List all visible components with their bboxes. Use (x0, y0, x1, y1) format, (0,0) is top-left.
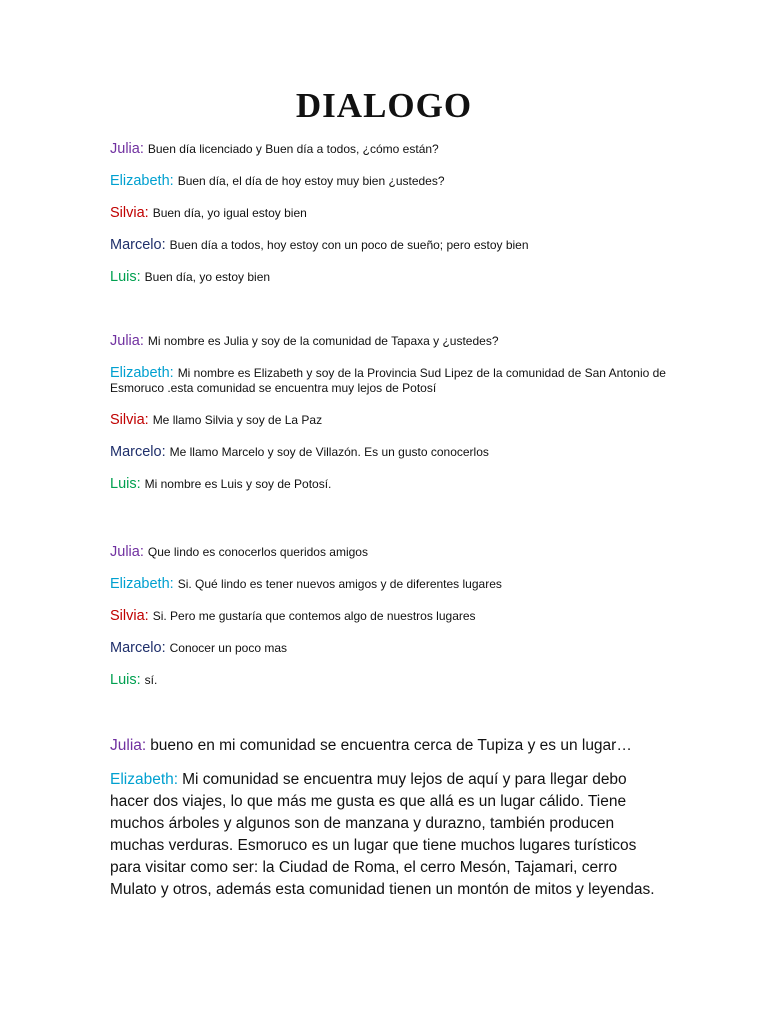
dialogue-line (110, 270, 670, 285)
dialogue-text: Me llamo Marcelo y soy de Villazón. Es un gusto conocerlos (169, 445, 489, 459)
dialogue-line (110, 545, 670, 560)
dialogue-line (110, 641, 670, 656)
dialogue-line (110, 206, 670, 221)
dialogue-text: Mi nombre es Julia y soy de la comunidad de Tapaxa y ¿ustedes? (147, 334, 499, 348)
speaker-name-julia: Julia: (110, 737, 147, 754)
dialogue-text: Mi nombre es Elizabeth y soy de la Provincia Sud Lipez de la comunidad de San Antonio de Esmoruco .esta comunidad se encuentra muy lejos de Potosí (110, 366, 666, 395)
dialogue-text: Si. Qué lindo es tener nuevos amigos y de diferentes lugares (177, 577, 502, 591)
dialogue-text: Buen día licenciado y Buen día a todos, ¿cómo están? (147, 142, 439, 156)
dialogue-line (110, 142, 670, 157)
dialogue-line (110, 609, 670, 624)
speaker-name-elizabeth: Elizabeth: (110, 576, 174, 592)
speaker-name-marcelo: Marcelo: (110, 237, 166, 253)
speaker-name-marcelo: Marcelo: (110, 444, 166, 460)
speaker-name-elizabeth: Elizabeth: (110, 365, 174, 381)
dialogue-text: Buen día, yo estoy bien (144, 270, 271, 284)
speaker-name-silvia: Silvia: (110, 412, 149, 428)
dialogue-line (110, 413, 670, 428)
dialogue-text: Mi nombre es Luis y soy de Potosí. (144, 477, 332, 491)
dialogue-line (110, 735, 665, 757)
dialogue-text: Conocer un poco mas (169, 641, 288, 655)
speaker-name-julia: Julia: (110, 141, 144, 157)
speaker-name-elizabeth: Elizabeth: (110, 173, 174, 189)
dialogue-text: Mi comunidad se encuentra muy lejos de aquí y para llegar debo hacer dos viajes, lo que más me gusta es que allá es un lugar cálido. Tiene muchos árboles y algunos son de manzana y durazno, también producen muchas verduras. Esmoruco es un lugar que tiene muchos lugares turísticos para visitar como ser: la Ciudad de Roma, el cerro Mesón, Tajamari, cerro Mulato y otros, además esta comunidad tienen un montón de mitos y leyendas. (110, 771, 655, 898)
speaker-name-silvia: Silvia: (110, 205, 149, 221)
speaker-name-elizabeth: Elizabeth: (110, 771, 179, 788)
dialogue-section-1 (110, 142, 670, 285)
dialogue-text: Buen día a todos, hoy estoy con un poco de sueño; pero estoy bien (169, 238, 529, 252)
speaker-name-julia: Julia: (110, 333, 144, 349)
speaker-name-silvia: Silvia: (110, 608, 149, 624)
dialogue-line (110, 477, 670, 492)
speaker-name-luis: Luis: (110, 476, 141, 492)
dialogue-text: sí. (144, 673, 158, 687)
dialogue-line (110, 174, 670, 189)
speaker-name-marcelo: Marcelo: (110, 640, 166, 656)
dialogue-line (110, 445, 670, 460)
dialogue-line (110, 673, 670, 688)
dialogue-section-3 (110, 545, 670, 688)
dialogue-line (110, 366, 670, 396)
dialogue-text: Buen día, yo igual estoy bien (152, 206, 307, 220)
dialogue-line (110, 238, 670, 253)
dialogue-section-4 (110, 735, 665, 901)
dialogue-text: Me llamo Silvia y soy de La Paz (152, 413, 323, 427)
dialogue-text: Que lindo es conocerlos queridos amigos (147, 545, 368, 559)
speaker-name-luis: Luis: (110, 672, 141, 688)
dialogue-line (110, 334, 670, 349)
dialogue-text: Si. Pero me gustaría que contemos algo de nuestros lugares (152, 609, 476, 623)
dialogue-text: bueno en mi comunidad se encuentra cerca de Tupiza y es un lugar… (150, 737, 632, 754)
dialogue-section-2 (110, 334, 670, 492)
speaker-name-luis: Luis: (110, 269, 141, 285)
dialogue-line (110, 769, 665, 901)
document-title: DIALOGO (295, 86, 473, 125)
dialogue-line (110, 577, 670, 592)
dialogue-text: Buen día, el día de hoy estoy muy bien ¿ustedes? (177, 174, 445, 188)
speaker-name-julia: Julia: (110, 544, 144, 560)
